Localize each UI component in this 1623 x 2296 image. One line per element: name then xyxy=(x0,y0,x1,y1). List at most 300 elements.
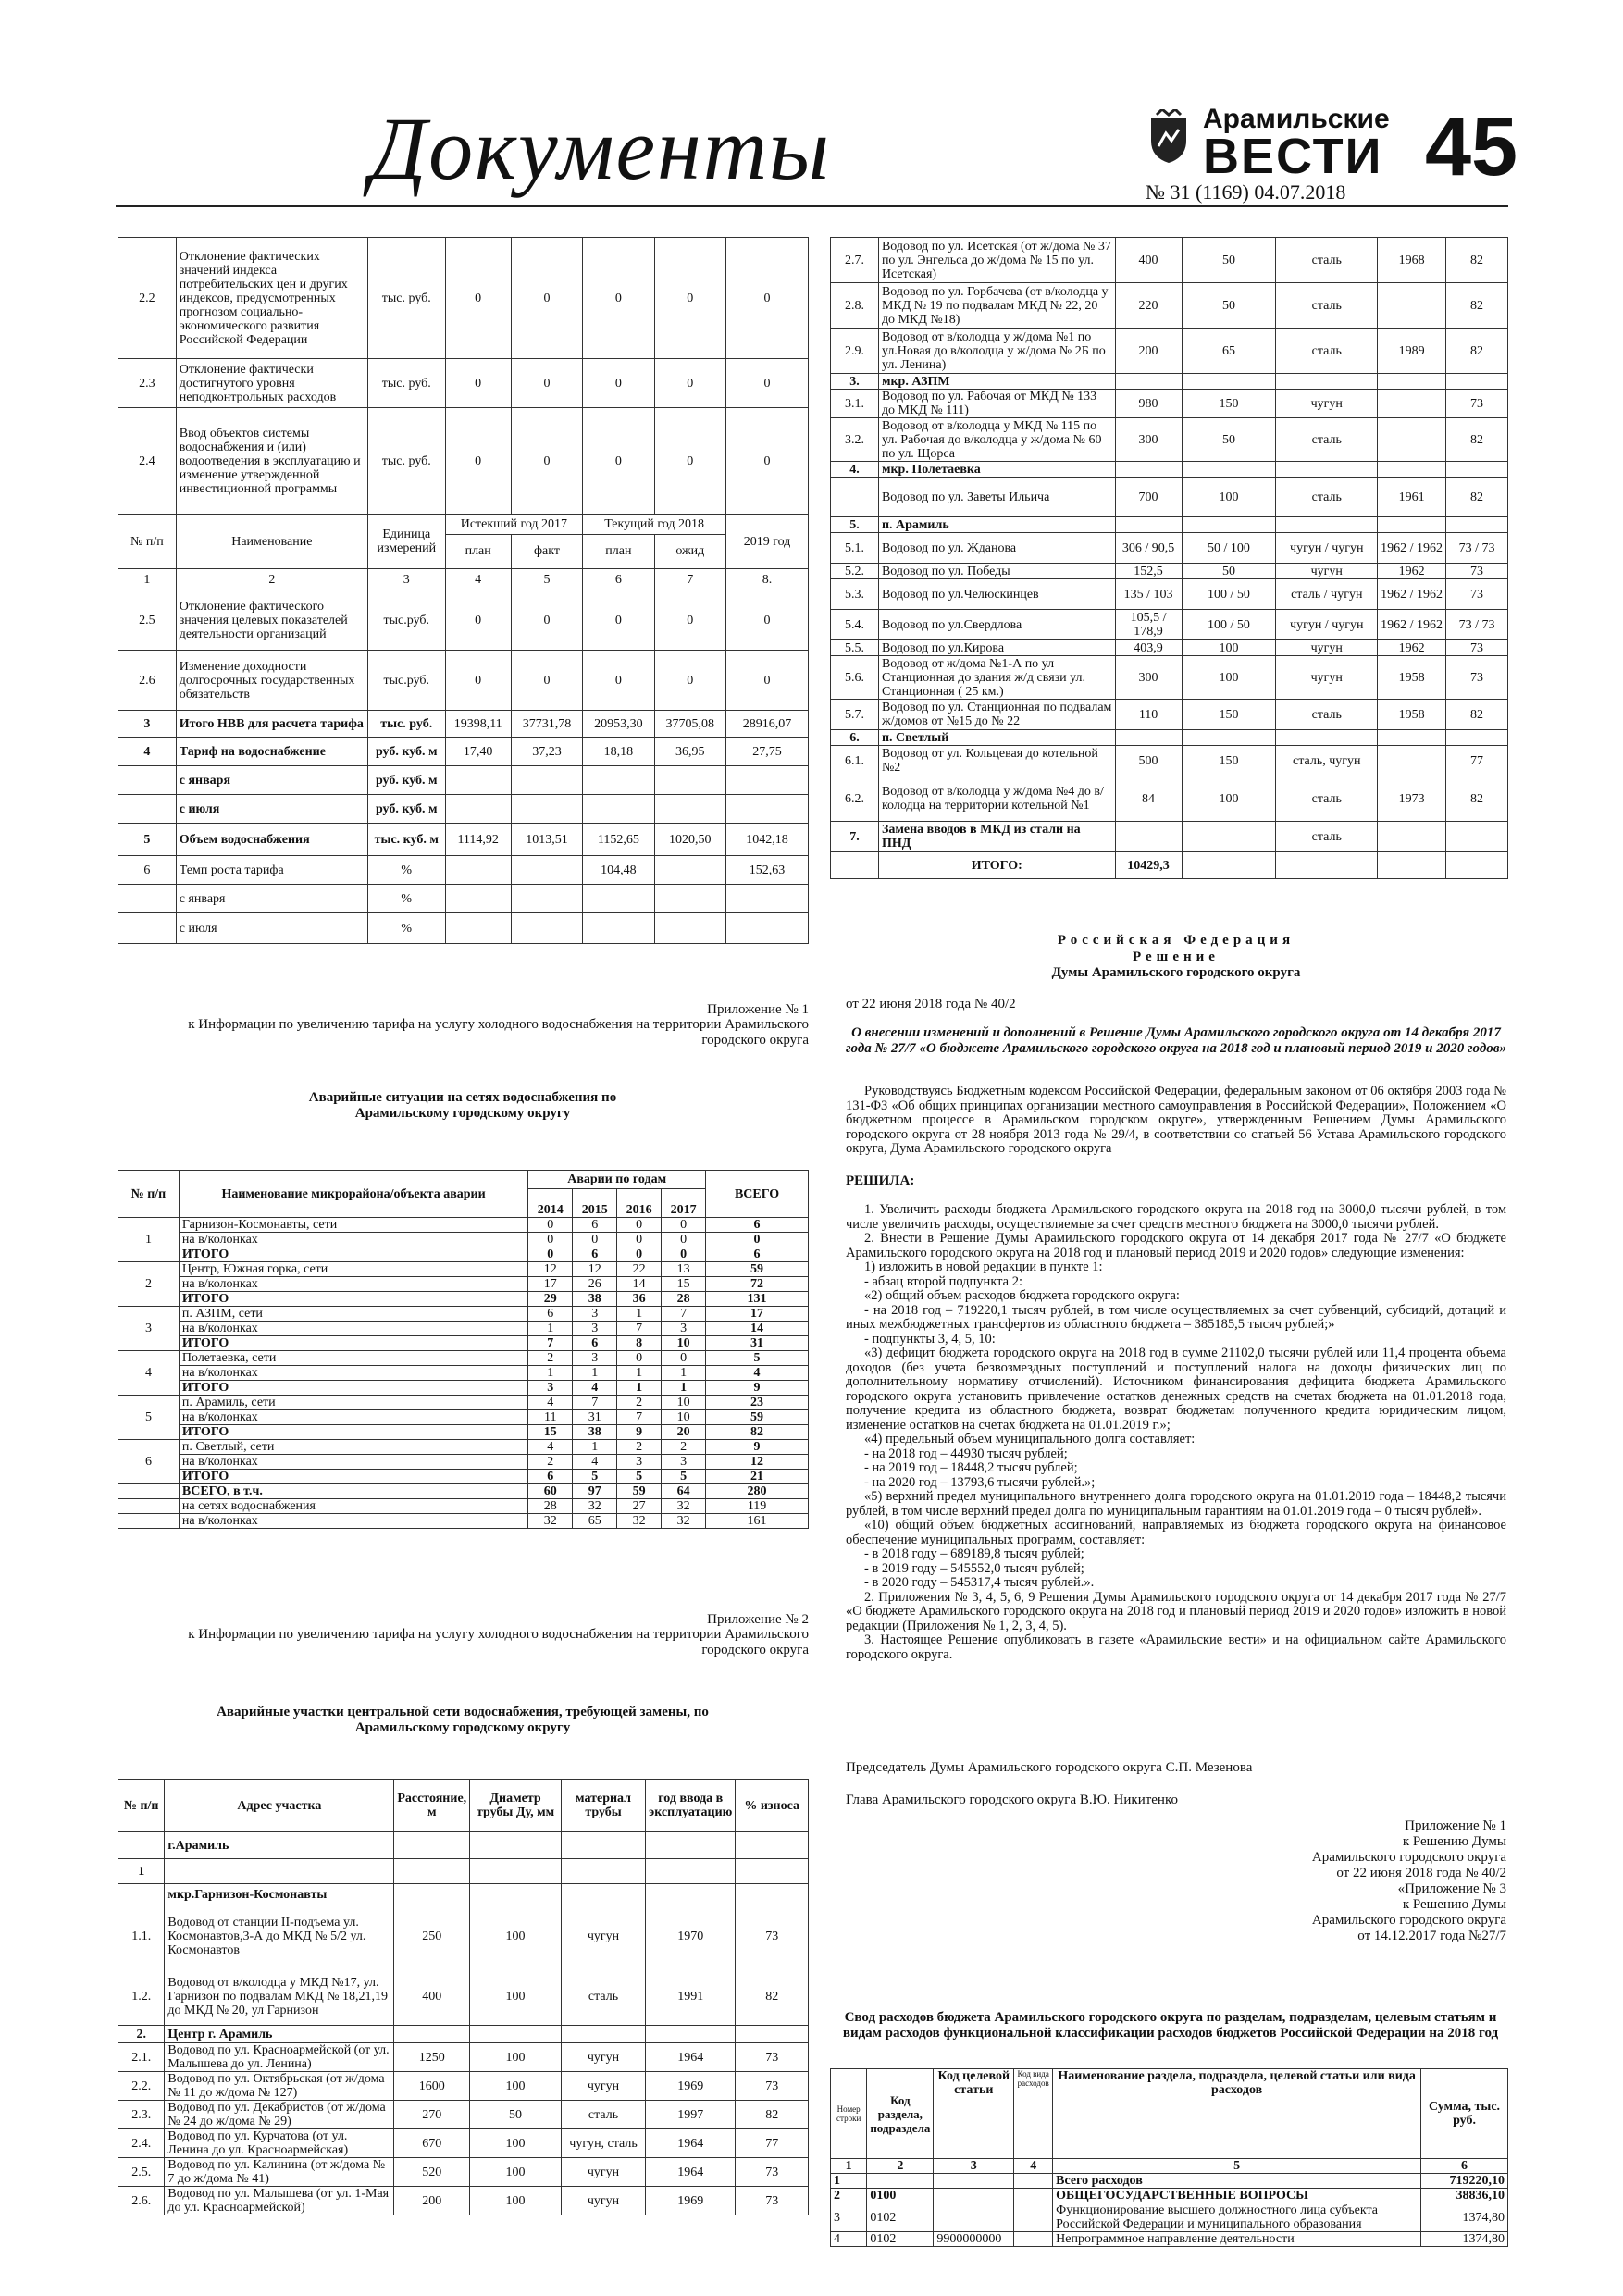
sec-col-diam: Диаметр трубы Ду, мм xyxy=(470,1780,562,1832)
group-number: 3 xyxy=(118,1307,180,1351)
row-value xyxy=(583,885,654,913)
section-address: Водовод по ул. Малышева (от ул. 1-Мая до ул. Красноармейской) xyxy=(165,2187,394,2215)
budget-row xyxy=(831,2203,1508,2232)
section-material: чугун xyxy=(561,2187,645,2215)
accident-count: 1 xyxy=(617,1307,662,1322)
accident-count: 0 xyxy=(617,1247,662,1262)
row-name: Ввод объектов системы водоснабжения и (или) водоотведения в эксплуатацию и изменение утвержденной инвестиционной программы xyxy=(176,408,367,515)
appendix-line: Приложение № 1 xyxy=(1405,1818,1506,1833)
col-expected: ожид xyxy=(654,534,725,568)
section-address: Водовод по ул. Декабристов (от ж/дома № 24 до ж/дома № 29) xyxy=(165,2101,394,2129)
section-address: Водовод по ул. Жданова xyxy=(878,533,1115,564)
section-diameter: 100 xyxy=(1182,478,1276,517)
section-number: 5. xyxy=(831,517,879,533)
bud-col-n: Номер строки xyxy=(831,2069,867,2159)
row-unit: руб. куб. м xyxy=(367,795,445,824)
row-number: 2.5 xyxy=(118,590,177,651)
section-length: 270 xyxy=(394,2101,470,2129)
section-address: Водовод по ул. Горбачева (от в/колодца у МКД № 19 по подвалам МКД № 22, 20 до МКД №18) xyxy=(878,283,1115,329)
row-number xyxy=(118,913,177,944)
header-divider xyxy=(116,205,1508,207)
budget-item-sum: 719220,10 xyxy=(1421,2174,1508,2189)
accident-count: 5 xyxy=(573,1470,617,1484)
section-material: чугун / чугун xyxy=(1276,610,1378,640)
newspaper-logo-top: Арамильские xyxy=(1203,104,1390,134)
budget-item-name: Непрограммное направление деятельности xyxy=(1053,2232,1421,2247)
section-wear xyxy=(1446,517,1508,533)
section-diameter: 50 xyxy=(1182,283,1276,329)
section-diameter: 150 xyxy=(1182,700,1276,730)
row-name: Итого НВВ для расчета тарифа xyxy=(176,711,367,738)
accident-count: 7 xyxy=(573,1396,617,1410)
section-length: 105,5 / 178,9 xyxy=(1115,610,1182,640)
accident-count: 14 xyxy=(617,1277,662,1292)
decision-paragraph: 2. Приложения № 3, 4, 5, 6, 9 Решения Думы Арамильского городского округа от 14 декабря 2017 года № 27/7 «О бюджете Арамильского городского округа на 2018 год и плановый период 2019 и 2020 годов» изложить в новой редакции (Приложения № 1, 2, 3, 4, 5). xyxy=(846,1589,1506,1633)
section-wear xyxy=(736,1884,809,1905)
section-wear: 73 xyxy=(736,1905,809,1967)
row-value: 0 xyxy=(654,359,725,408)
row-number: 2.2 xyxy=(118,238,177,359)
section-row xyxy=(831,640,1508,656)
sec-col-year: год ввода в эксплуатацию xyxy=(646,1780,736,1832)
accident-total-count: 119 xyxy=(706,1499,809,1514)
section-material xyxy=(561,2026,645,2043)
section-title: Документы xyxy=(370,99,832,198)
acc-col-total: ВСЕГО xyxy=(706,1171,809,1218)
section-year xyxy=(1378,418,1446,462)
section-row xyxy=(118,2101,809,2129)
section-number: 1.1. xyxy=(118,1905,165,1967)
row-name: с января xyxy=(176,885,367,913)
appendix-line: «Приложение № 3 xyxy=(1397,1881,1506,1896)
appendix-2-text: к Информации по увеличению тарифа на услугу холодного водоснабжения на территории Арамильского городского округа xyxy=(188,1627,809,1657)
row-unit: тыс. руб. xyxy=(367,359,445,408)
acc-year: 2014 xyxy=(528,1188,573,1217)
column-number: 6 xyxy=(1421,2159,1508,2174)
accident-count: 72 xyxy=(706,1277,809,1292)
accident-total-count: 60 xyxy=(528,1484,573,1499)
row-value: 17,40 xyxy=(445,738,511,766)
section-wear: 77 xyxy=(736,2129,809,2158)
row-unit: % xyxy=(367,856,445,885)
row-unit: тыс.руб. xyxy=(367,590,445,651)
section-year: 1989 xyxy=(1378,329,1446,374)
row-value: 0 xyxy=(445,238,511,359)
section-number: 1.2. xyxy=(118,1967,165,2026)
budget-kind-code xyxy=(1014,2232,1053,2247)
decision-paragraph: «4) предельный объем муниципального долга составляет: xyxy=(864,1432,1196,1446)
row-value xyxy=(445,856,511,885)
accident-row xyxy=(118,1292,809,1307)
accidents-title: Аварийные ситуации на сетях водоснабжения по Арамильскому городскому округу xyxy=(308,1090,617,1121)
section-wear: 82 xyxy=(1446,418,1508,462)
decision-paragraph: - на 2019 год – 18448,2 тысяч рублей; xyxy=(864,1460,1078,1475)
section-length: 306 / 90,5 xyxy=(1115,533,1182,564)
accident-count: 3 xyxy=(528,1381,573,1396)
accident-object: ИТОГО xyxy=(179,1381,527,1396)
section-wear: 82 xyxy=(1446,776,1508,822)
accident-count: 0 xyxy=(528,1247,573,1262)
decision-paragraph: - подпункты 3, 4, 5, 10: xyxy=(864,1331,996,1347)
section-number: 5.7. xyxy=(831,700,879,730)
accident-count: 12 xyxy=(573,1262,617,1277)
accident-row xyxy=(118,1396,809,1410)
decision-body: Думы Арамильского городского округа xyxy=(1051,965,1301,980)
section-wear: 73 xyxy=(1446,564,1508,579)
accident-count: 0 xyxy=(528,1233,573,1247)
section-year xyxy=(1378,390,1446,418)
accident-count: 12 xyxy=(528,1262,573,1277)
section-length: 400 xyxy=(394,1967,470,2026)
accident-count: 7 xyxy=(662,1307,706,1322)
budget-section-code: 0102 xyxy=(867,2232,934,2247)
accident-row xyxy=(118,1262,809,1277)
section-row xyxy=(118,2043,809,2072)
section-total-value: 10429,3 xyxy=(1115,852,1182,879)
row-value xyxy=(583,795,654,824)
section-material: чугун xyxy=(561,2043,645,2072)
column-number: 2 xyxy=(867,2159,934,2174)
section-diameter: 100 xyxy=(470,2043,562,2072)
row-value: 0 xyxy=(726,359,809,408)
accident-total-count: 32 xyxy=(617,1514,662,1529)
row-value: 37,23 xyxy=(511,738,582,766)
section-number xyxy=(118,1884,165,1905)
sec-col-addr: Адрес участка xyxy=(165,1780,394,1832)
row-value: 0 xyxy=(654,590,725,651)
section-year: 1961 xyxy=(1378,478,1446,517)
col-current-year: Текущий год 2018 xyxy=(583,515,726,535)
accident-count: 6 xyxy=(573,1218,617,1233)
section-year xyxy=(646,2026,736,2043)
section-year xyxy=(1378,730,1446,746)
section-length: 403,9 xyxy=(1115,640,1182,656)
appendix-1-label: Приложение № 1 xyxy=(707,1002,809,1017)
decision-paragraph: «2) общий объем расходов бюджета городского округа: xyxy=(864,1288,1180,1303)
column-number: 1 xyxy=(831,2159,867,2174)
section-year xyxy=(1378,746,1446,776)
accident-count: 0 xyxy=(528,1218,573,1233)
row-value: 0 xyxy=(654,238,725,359)
row-value: 0 xyxy=(583,408,654,515)
row-value: 0 xyxy=(445,590,511,651)
section-length: 980 xyxy=(1115,390,1182,418)
bud-col-name: Наименование раздела, подраздела, целевой статьи или вида расходов xyxy=(1053,2069,1421,2159)
accident-count: 1 xyxy=(528,1322,573,1336)
row-value: 37731,78 xyxy=(511,711,582,738)
tariff-row xyxy=(118,795,809,824)
decision-paragraphs xyxy=(846,1203,1506,1662)
section-row xyxy=(831,730,1508,746)
section-address: Водовод по ул.Свердлова xyxy=(878,610,1115,640)
decision-paragraph: «5) верхний предел муниципального внутреннего долга городского округа на 01.01.2019 года – 18448,2 тысячи рублей, в том числе верхний предел долга по муниципальным гарантиям на 01.01.2019 года – 0 тысяч рублей». xyxy=(846,1489,1506,1519)
section-year xyxy=(646,1832,736,1859)
section-diameter: 50 xyxy=(470,2101,562,2129)
duma-chair: Председатель Думы Арамильского городского округа С.П. Мезенова xyxy=(846,1760,1253,1775)
section-number: 6. xyxy=(831,730,879,746)
accident-count: 3 xyxy=(573,1322,617,1336)
section-material: чугун xyxy=(561,2072,645,2101)
section-number: 5.5. xyxy=(831,640,879,656)
row-value: 0 xyxy=(726,238,809,359)
budget-section-code: 0102 xyxy=(867,2203,934,2232)
accident-count: 4 xyxy=(528,1396,573,1410)
section-wear xyxy=(736,1859,809,1884)
section-row xyxy=(831,374,1508,390)
acc-col-n: № п/п xyxy=(118,1171,180,1218)
section-row xyxy=(831,478,1508,517)
sec-col-mat: материал трубы xyxy=(561,1780,645,1832)
section-wear: 82 xyxy=(1446,478,1508,517)
empty-cell xyxy=(1446,852,1508,879)
section-material: чугун xyxy=(1276,656,1378,700)
section-year: 1962 xyxy=(1378,564,1446,579)
section-material: сталь xyxy=(561,1967,645,2026)
row-number xyxy=(118,885,177,913)
appendix-line: к Решению Думы xyxy=(1402,1897,1506,1912)
section-year xyxy=(1378,462,1446,478)
accident-count: 10 xyxy=(662,1410,706,1425)
accident-count: 3 xyxy=(617,1455,662,1470)
section-wear: 73 / 73 xyxy=(1446,533,1508,564)
row-value xyxy=(511,913,582,944)
accident-total-row xyxy=(118,1484,809,1499)
section-address: Водовод по ул. Октябрьская (от ж/дома № 11 до ж/дома № 127) xyxy=(165,2072,394,2101)
row-value: 1114,92 xyxy=(445,824,511,856)
accident-count: 6 xyxy=(706,1247,809,1262)
decision-kind: Решение xyxy=(1133,949,1220,964)
section-length: 300 xyxy=(1115,418,1182,462)
section-material: сталь xyxy=(1276,822,1378,852)
row-value: 1020,50 xyxy=(654,824,725,856)
accident-total-count: 161 xyxy=(706,1514,809,1529)
row-value: 1152,65 xyxy=(583,824,654,856)
section-total-row xyxy=(831,852,1508,879)
accident-count: 6 xyxy=(528,1470,573,1484)
row-value: 0 xyxy=(654,408,725,515)
section-diameter: 100 xyxy=(470,2187,562,2215)
section-address: п. Арамиль xyxy=(878,517,1115,533)
sec-col-wear: % износа xyxy=(736,1780,809,1832)
section-year xyxy=(646,1884,736,1905)
section-number: 3.1. xyxy=(831,390,879,418)
section-material: сталь xyxy=(1276,283,1378,329)
section-material: чугун xyxy=(561,2158,645,2187)
budget-row xyxy=(831,2174,1508,2189)
section-wear: 82 xyxy=(1446,238,1508,283)
decision-intro: Руководствуясь Бюджетным кодексом Российской Федерации, федеральным законом от 06 октября 2003 года № 131-ФЗ «Об общих принципах организации местного самоуправления в Российской Федерации», Положением «О бюджетном процессе в Арамильском городском округе», утвержденным Решением Думы Арамильского городского округа от 28 ноября 2013 года № 29/4, в соответствии со статьей 56 Устава Арамильского городского округа, Дума Арамильского городского округа xyxy=(846,1084,1506,1156)
accident-object: на в/колонках xyxy=(179,1233,527,1247)
column-number: 2 xyxy=(176,569,367,590)
accident-count: 4 xyxy=(706,1366,809,1381)
section-length xyxy=(1115,462,1182,478)
section-row xyxy=(831,610,1508,640)
section-wear: 73 xyxy=(736,2158,809,2187)
row-value: 0 xyxy=(445,408,511,515)
accident-object: ИТОГО xyxy=(179,1292,527,1307)
section-row xyxy=(831,776,1508,822)
col-name: Наименование xyxy=(176,515,367,569)
section-length: 220 xyxy=(1115,283,1182,329)
accident-object: на в/колонках xyxy=(179,1366,527,1381)
appendix-line: Арамильского городского округа xyxy=(1311,1850,1506,1865)
accident-object: на в/колонках xyxy=(179,1322,527,1336)
accident-count: 15 xyxy=(662,1277,706,1292)
budget-target-code: 9900000000 xyxy=(934,2232,1014,2247)
budget-section-code: 0100 xyxy=(867,2189,934,2203)
bud-col-sum: Сумма, тыс. руб. xyxy=(1421,2069,1508,2159)
section-number xyxy=(118,1832,165,1859)
section-wear: 77 xyxy=(1446,746,1508,776)
row-value: 19398,11 xyxy=(445,711,511,738)
section-year: 1962 / 1962 xyxy=(1378,610,1446,640)
acc-col-name: Наименование микрорайона/объекта аварии xyxy=(179,1171,527,1218)
accident-count: 0 xyxy=(573,1233,617,1247)
section-wear: 73 xyxy=(736,2043,809,2072)
row-number xyxy=(118,795,177,824)
section-length xyxy=(1115,517,1182,533)
accident-row xyxy=(118,1455,809,1470)
accident-count: 2 xyxy=(617,1440,662,1455)
section-length xyxy=(394,1859,470,1884)
accident-count: 36 xyxy=(617,1292,662,1307)
section-material: сталь xyxy=(1276,329,1378,374)
tariff-row xyxy=(118,738,809,766)
section-diameter: 65 xyxy=(1182,329,1276,374)
row-value: 37705,08 xyxy=(654,711,725,738)
section-address: Водовод от ул. Кольцевая до котельной №2 xyxy=(878,746,1115,776)
tariff-row xyxy=(118,590,809,651)
decision-paragraph: - в 2020 году – 545317,4 тысяч рублей.». xyxy=(864,1575,1095,1590)
budget-item-name: Функционирование высшего должностного лица субъекта Российской Федерации и муниципального образования xyxy=(1053,2203,1421,2232)
section-wear: 82 xyxy=(736,2101,809,2129)
section-number xyxy=(831,478,879,517)
accident-count: 0 xyxy=(617,1218,662,1233)
tariff-row xyxy=(118,913,809,944)
section-address: Водовод от в/колодца у ж/дома №1 по ул.Новая до в/колодца у ж/дома № 2Б по ул. Ленина) xyxy=(878,329,1115,374)
row-value: 0 xyxy=(726,408,809,515)
group-number: 4 xyxy=(118,1351,180,1396)
column-number: 3 xyxy=(934,2159,1014,2174)
sec-col-n: № п/п xyxy=(118,1780,165,1832)
empty-cell xyxy=(118,1514,180,1529)
accident-total-count: 64 xyxy=(662,1484,706,1499)
accident-object: п. Светлый, сети xyxy=(179,1440,527,1455)
section-row xyxy=(118,2072,809,2101)
accident-count: 13 xyxy=(662,1262,706,1277)
section-diameter xyxy=(470,1884,562,1905)
section-length: 200 xyxy=(394,2187,470,2215)
section-length xyxy=(1115,822,1182,852)
appendix-2-label: Приложение № 2 xyxy=(707,1612,809,1627)
section-material: сталь, чугун xyxy=(1276,746,1378,776)
section-year: 1973 xyxy=(1378,776,1446,822)
decision-paragraph: «3) дефицит бюджета городского округа на 2018 год в сумме 21102,0 тысячи рублей или 11,4 процента объема доходов (без учета безвозмездных поступлений и поступлений налога на доходы физических лиц по дополнительному нормативу отчислений). Источником финансирования дефицита бюджета Арамильского городского округа установить привлечение остатков денежных средств на счетах бюджета на 01.01.2018 года, получение кредита из областного бюджета, возврат бюджетам полученного кредита юридическим лицом, изменение остатков на счетах бюджета на 01.01.2019 г.»; xyxy=(846,1346,1506,1433)
section-year: 1958 xyxy=(1378,656,1446,700)
row-value xyxy=(654,856,725,885)
row-value: 0 xyxy=(726,590,809,651)
section-number: 5.3. xyxy=(831,579,879,610)
column-number: 5 xyxy=(511,569,582,590)
section-length: 135 / 103 xyxy=(1115,579,1182,610)
row-value: 27,75 xyxy=(726,738,809,766)
section-year: 1991 xyxy=(646,1967,736,2026)
accident-count: 6 xyxy=(573,1247,617,1262)
budget-item-sum: 38836,10 xyxy=(1421,2189,1508,2203)
section-row xyxy=(831,462,1508,478)
col-unit: Единица измерений xyxy=(367,515,445,569)
accident-count: 0 xyxy=(617,1351,662,1366)
column-number: 8. xyxy=(726,569,809,590)
section-material: чугун, сталь xyxy=(561,2129,645,2158)
section-length: 1600 xyxy=(394,2072,470,2101)
section-address: Водовод от в/колодца у МКД № 115 по ул. Рабочая до в/колодца у ж/дома № 60 по ул. Щорса xyxy=(878,418,1115,462)
tariff-row xyxy=(118,711,809,738)
accident-object: п. Арамиль, сети xyxy=(179,1396,527,1410)
section-year xyxy=(646,1859,736,1884)
section-material: чугун xyxy=(561,1905,645,1967)
accident-total-count: 27 xyxy=(617,1499,662,1514)
accident-row xyxy=(118,1277,809,1292)
appendix-line: Арамильского городского округа xyxy=(1311,1913,1506,1928)
section-material xyxy=(561,1884,645,1905)
section-diameter xyxy=(470,2026,562,2043)
section-length: 84 xyxy=(1115,776,1182,822)
section-number: 7. xyxy=(831,822,879,852)
row-value xyxy=(654,885,725,913)
group-number: 2 xyxy=(118,1262,180,1307)
section-row xyxy=(118,1859,809,1884)
accident-count: 6 xyxy=(573,1336,617,1351)
row-value: 0 xyxy=(654,651,725,711)
empty-cell xyxy=(118,1484,180,1499)
empty-cell xyxy=(1182,852,1276,879)
accident-count: 28 xyxy=(662,1292,706,1307)
accident-total-row xyxy=(118,1514,809,1529)
column-number: 1 xyxy=(118,569,177,590)
section-address: Водовод по ул. Заветы Ильича xyxy=(878,478,1115,517)
section-material xyxy=(1276,517,1378,533)
accident-count: 1 xyxy=(662,1381,706,1396)
decision-paragraph: - на 2018 год – 44930 тысяч рублей; xyxy=(864,1446,1068,1461)
accident-count: 59 xyxy=(706,1262,809,1277)
row-value xyxy=(726,885,809,913)
section-material: сталь xyxy=(561,2101,645,2129)
section-year: 1964 xyxy=(646,2043,736,2072)
section-address: Водовод по ул. Исетская (от ж/дома № 37 по ул. Энгельса до ж/дома № 15 по ул. Исетская) xyxy=(878,238,1115,283)
accident-count: 2 xyxy=(662,1440,706,1455)
section-year xyxy=(1378,374,1446,390)
accident-count: 26 xyxy=(573,1277,617,1292)
section-address: г.Арамиль xyxy=(165,1832,394,1859)
accident-count: 131 xyxy=(706,1292,809,1307)
section-length xyxy=(394,1832,470,1859)
section-diameter: 100 / 50 xyxy=(1182,610,1276,640)
accident-count: 3 xyxy=(662,1455,706,1470)
col-plan2: план xyxy=(583,534,654,568)
accident-count: 22 xyxy=(617,1262,662,1277)
accident-row xyxy=(118,1322,809,1336)
accident-count: 7 xyxy=(617,1410,662,1425)
row-name: Тариф на водоснабжение xyxy=(176,738,367,766)
row-value: 1013,51 xyxy=(511,824,582,856)
section-wear: 82 xyxy=(1446,700,1508,730)
acc-year: 2016 xyxy=(617,1188,662,1217)
row-number: 2.6 xyxy=(118,651,177,711)
section-diameter: 100 xyxy=(1182,776,1276,822)
section-row xyxy=(118,1905,809,1967)
accident-count: 1 xyxy=(617,1381,662,1396)
